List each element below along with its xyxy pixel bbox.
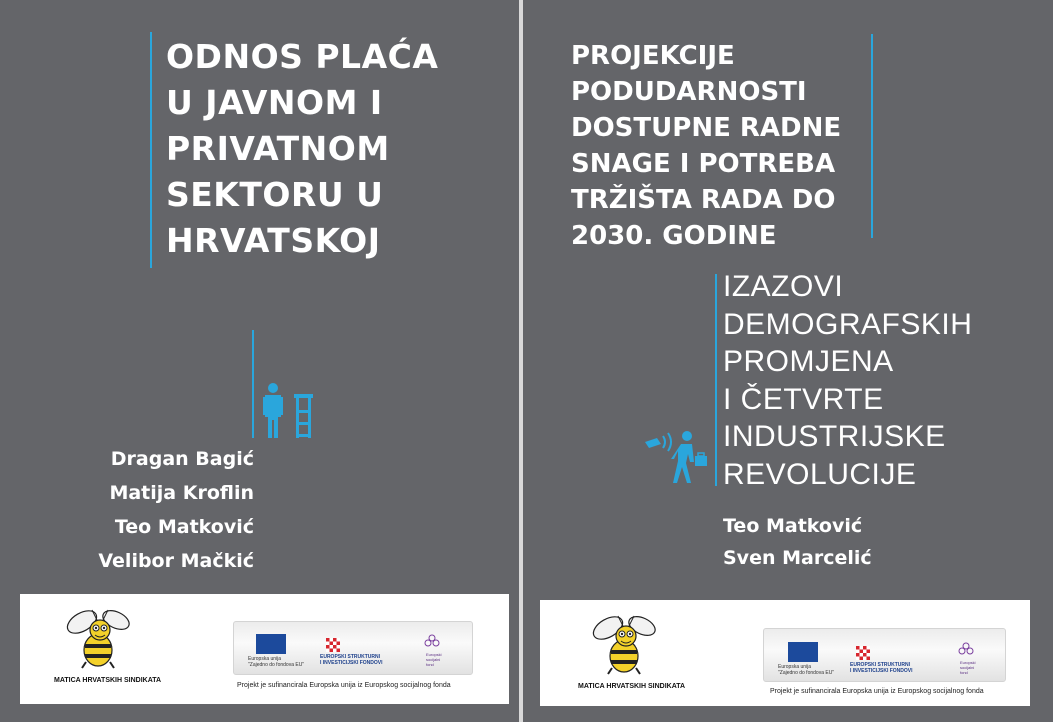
author-list (98, 442, 254, 578)
title-line: PRIVATNOM (166, 129, 390, 168)
title-line: 2030. GODINE (571, 221, 777, 251)
author-name: Dragan Bagić (110, 448, 254, 470)
esf-flower-icon (958, 642, 974, 658)
bee-mascot-logo (590, 610, 660, 676)
title-line: SEKTORU U (166, 175, 384, 214)
worker-with-suitcase-icon (641, 428, 711, 488)
logo-panel (20, 594, 509, 704)
publisher-name: MATICA HRVATSKIH SINDIKATA (54, 677, 162, 684)
croatia-checkerboard-icon (326, 638, 340, 652)
subtitle-line: DEMOGRAFSKIH (723, 307, 973, 341)
title-accent-line (150, 32, 152, 268)
eu-label: Europska unija "Zajedno do fondova EU" (248, 656, 305, 668)
croatia-checkerboard-icon (856, 646, 870, 660)
subtitle-line: I ČETVRTE (723, 382, 884, 416)
subtitle-line: REVOLUCIJE (723, 457, 917, 491)
title-line: HRVATSKOJ (166, 221, 381, 260)
author-name: Matija Kroflin (109, 482, 254, 504)
illustration-accent-line (252, 330, 254, 438)
esf-flower-icon (424, 634, 440, 650)
bee-mascot-logo (64, 604, 134, 670)
subtitle-line: PROMJENA (723, 345, 894, 378)
title-line: U JAVNOM I (166, 83, 383, 122)
worker-ladder-icon (258, 380, 318, 440)
book-title (571, 38, 841, 254)
subtitle-accent-line (715, 274, 717, 486)
eu-flag-icon (788, 642, 818, 662)
author-name: Teo Matković (114, 516, 254, 538)
title-line: TRŽIŠTA RADA DO (571, 185, 836, 215)
title-line: SNAGE I POTREBA (571, 149, 836, 179)
eu-flag-icon (256, 634, 286, 654)
publisher-name: MATICA HRVATSKIH SINDIKATA (578, 683, 686, 690)
title-line: PROJEKCIJE (571, 41, 735, 71)
book-cover-right (523, 0, 1053, 722)
book-title (166, 34, 438, 264)
eu-funding-banner (233, 621, 473, 675)
title-line: ODNOS PLAĆA (166, 37, 439, 76)
eu-label: Europska unija "Zajedno do fondova EU" (778, 664, 835, 676)
title-line: DOSTUPNE RADNE (571, 113, 842, 143)
funding-note: Projekt je sufinancirala Europska unija iz Europskog socijalnog fonda (237, 682, 451, 689)
esif-label: EUROPSKI STRUKTURNI I INVESTICIJSKI FONDOVI (850, 662, 913, 674)
book-cover-left (0, 0, 519, 722)
esf-label: Europski socijalni fond (426, 652, 442, 667)
book-subtitle (723, 268, 972, 493)
esif-label: EUROPSKI STRUKTURNI I INVESTICIJSKI FONDOVI (320, 654, 383, 666)
funding-note: Projekt je sufinancirala Europska unija iz Europskog socijalnog fonda (770, 688, 984, 695)
subtitle-line: INDUSTRIJSKE (723, 420, 946, 453)
esf-label: Europski socijalni fond (960, 660, 976, 675)
author-name: Teo Matković (723, 515, 863, 537)
subtitle-line: IZAZOVI (723, 270, 844, 303)
author-name: Velibor Mačkić (98, 550, 254, 572)
author-name: Sven Marcelić (723, 547, 872, 569)
title-line: PODUDARNOSTI (571, 77, 807, 107)
logo-panel (540, 600, 1030, 706)
author-list (723, 510, 872, 574)
eu-funding-banner (763, 628, 1006, 682)
title-accent-line (871, 34, 873, 238)
